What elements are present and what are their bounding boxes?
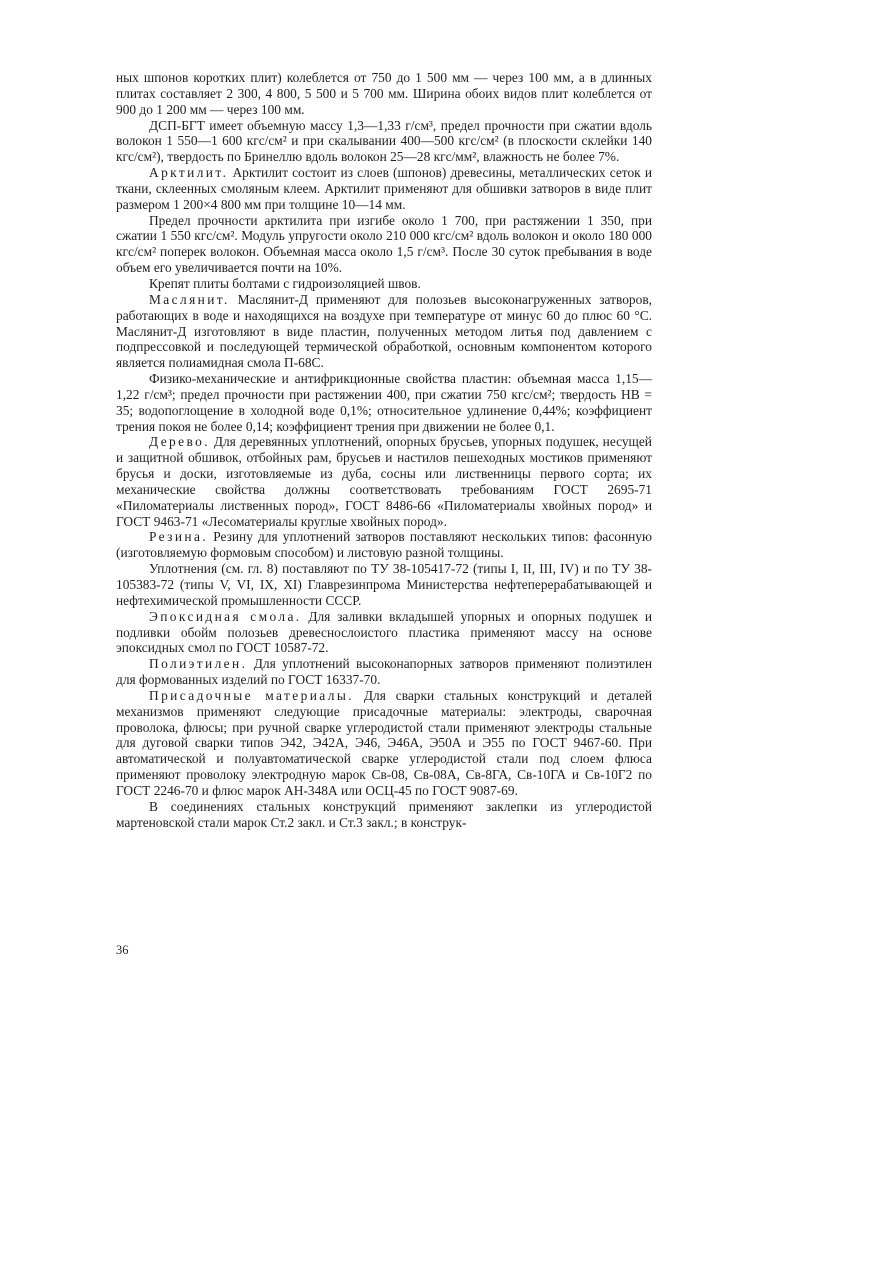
section-heading: Резина. xyxy=(149,529,209,545)
paragraph-dsp-bgt xyxy=(116,118,652,166)
section-heading: Полиэтилен. xyxy=(149,656,248,672)
paragraph-text: Для заливки вкладышей упорных и опорных подушек и подливки обойм полозьев древеснослоистого пластика применяют массу на основе эпоксидных смол по ГОСТ 10587-72. xyxy=(116,608,652,656)
paragraph-text: ных шпонов коротких плит) колеблется от 750 до 1 500 мм — через 100 мм, а в длинных плитах составляет 2 300, 4 800, 5 500 и 5 700 мм. Ширина обоих видов плит колеблется от 900 до 1 200 мм — через 100 мм. xyxy=(116,70,652,117)
paragraph-arktilit-strength xyxy=(116,213,652,276)
paragraph-epoxy xyxy=(116,609,652,657)
paragraph-text: Уплотнения (см. гл. 8) поставляют по ТУ 38-105417-72 (типы I, II, III, IV) и по ТУ 38-105383-72 (типы V, VI, IX, XI) Главрезинпрома Министерства нефтеперерабатывающей и нефтехимической промышленности СССР. xyxy=(116,561,652,608)
paragraph-text: Маслянит-Д применяют для полозьев высоконагруженных затворов, работающих в воде и находящихся на воздухе при температуре от минус 60 до плюс 60 °С. Маслянит-Д изготовляют в виде пластин, полученных методом литья под давлением с подпрессовкой и последующей термической обработкой, основным компонентом которого является полиамидная смола П-68С. xyxy=(116,291,652,371)
paragraph-text: Крепят плиты болтами с гидроизоляцией швов. xyxy=(149,275,421,291)
section-heading: Дерево. xyxy=(149,434,210,450)
page-text xyxy=(116,70,652,831)
section-heading: Эпоксидная смола. xyxy=(149,608,302,624)
paragraph-text: В соединениях стальных конструкций применяют заклепки из углеродистой мартеновской стали марок Ст.2 закл. и Ст.3 закл.; в конструк- xyxy=(116,798,652,830)
paragraph-derevo xyxy=(116,434,652,529)
paragraph-text: Физико-механические и антифрикционные свойства пластин: объемная масса 1,15—1,22 г/см³; предел прочности при растяжении 400, при сжатии 750 кгс/см²; твердость НВ = 35; водопоглощение в холодной воде 0,1%; относительное удлинение 0,44%; коэффициент трения покоя не более 0,14; коэффициент трения при движении не более 0,1. xyxy=(116,371,652,434)
paragraph-rivets xyxy=(116,799,652,831)
paragraph-bolts xyxy=(116,276,652,292)
section-heading: Маслянит. xyxy=(149,291,230,307)
paragraph-text: Арктилит состоит из слоев (шпонов) древесины, металлических сеток и ткани, склеенных смоляным клеем. Арктилит применяют для обшивки затворов в виде плит размером 1 200×4 800 мм при толщине 10—14 мм. xyxy=(116,165,652,212)
paragraph-seals xyxy=(116,561,652,609)
section-heading: Арктилит. xyxy=(149,165,229,181)
paragraph-text: Для деревянных уплотнений, опорных брусьев, упорных подушек, несущей и защитной обшивок, отбойных рам, брусьев и настилов пешеходных мостиков применяют брусья и доски, изготовляемые из дуба, сосны или лиственницы первого сорта; их механические свойства должны соответствовать требованиям ГОСТ 2695-71 «Пиломатериалы лиственных пород», ГОСТ 8486-66 «Пиломатериалы хвойных пород» и ГОСТ 9463-71 «Лесоматериалы круглые хвойных пород». xyxy=(116,434,652,529)
paragraph-maslyanit xyxy=(116,292,652,371)
paragraph-text: ДСП-БГТ имеет объемную массу 1,3—1,33 г/см³, предел прочности при сжатии вдоль волокон 1 550—1 600 кгс/см² и при скалывании 400—500 кгс/см² (в плоскости склейки 140 кгс/см²), твердость по Бринеллю вдоль волокон 25—28 кгс/мм², влажность не более 7%. xyxy=(116,117,652,165)
paragraph-filler-materials xyxy=(116,688,652,799)
paragraph-plate-properties xyxy=(116,371,652,434)
paragraph-rezina xyxy=(116,529,652,561)
paragraph-text: Резину для уплотнений затворов поставляют нескольких типов: фасонную (изготовляемую формовым способом) и листовую разной толщины. xyxy=(116,529,652,561)
section-heading: Присадочные материалы. xyxy=(149,687,354,703)
paragraph-text: Для уплотнений высоконапорных затворов применяют полиэтилен для формованных изделий по ГОСТ 16337-70. xyxy=(116,656,652,688)
page-number: 36 xyxy=(116,943,129,957)
paragraph-polyethylene xyxy=(116,656,652,688)
paragraph-text: Предел прочности арктилита при изгибе около 1 700, при растяжении 1 350, при сжатии 1 550 кгс/см². Модуль упругости около 210 000 кгс/см² вдоль волокон и около 180 000 кгс/см² поперек волокон. Объемная масса около 1,5 г/см³. После 30 суток пребывания в воде объем его увеличивается почти на 10%. xyxy=(116,212,652,276)
paragraph-continuation xyxy=(116,70,652,118)
paragraph-text: Для сварки стальных конструкций и деталей механизмов применяют следующие присадочные материалы: электроды, сварочная проволока, флюсы; при ручной сварке углеродистой стали применяют электроды стальные для дуговой сварки типов Э42, Э42А, Э46, Э46А, Э50А и Э55 по ГОСТ 9467-60. При автоматической и полуавтоматической сварке углеродистой стали под слоем флюса применяют проволоку электродную марок Св-08, Св-08А, Св-8ГА, Св-10ГА и Св-10Г2 по ГОСТ 2246-70 и флюс марок АН-348А или ОСЦ-45 по ГОСТ 9087-69. xyxy=(116,687,652,798)
paragraph-arktilit xyxy=(116,165,652,213)
